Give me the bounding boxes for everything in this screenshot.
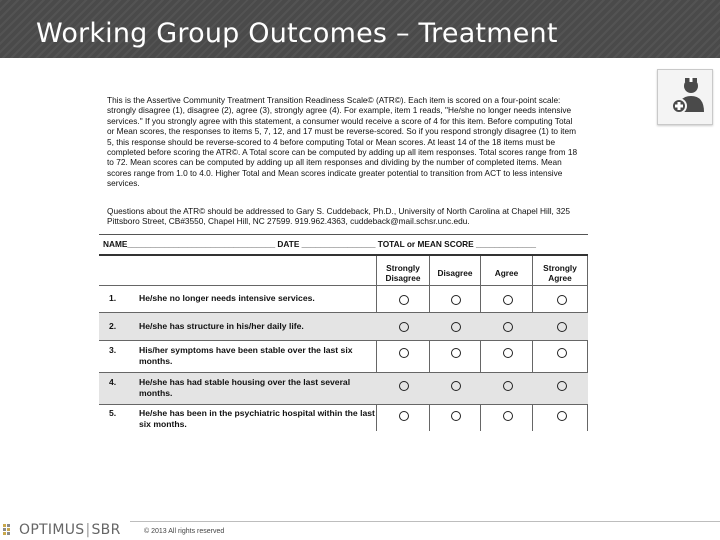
atr-scale-document bbox=[99, 87, 588, 431]
doctor-icon bbox=[657, 69, 713, 125]
item-number: 2. bbox=[109, 321, 117, 331]
item-text: His/her symptoms have been stable over the last six months. bbox=[139, 345, 353, 366]
response-bubble[interactable] bbox=[557, 348, 567, 358]
response-bubble[interactable] bbox=[557, 381, 567, 391]
response-bubble[interactable] bbox=[451, 295, 461, 305]
table-row bbox=[99, 404, 588, 431]
footer-rule bbox=[130, 521, 720, 522]
item-number: 5. bbox=[109, 408, 117, 418]
table-row bbox=[99, 340, 588, 372]
response-bubble[interactable] bbox=[399, 322, 409, 332]
slide-title: Working Group Outcomes – Treatment bbox=[36, 18, 558, 49]
form-rule bbox=[99, 254, 588, 256]
response-bubble[interactable] bbox=[503, 381, 513, 391]
response-bubble[interactable] bbox=[399, 411, 409, 421]
item-number: 4. bbox=[109, 377, 117, 387]
response-bubble[interactable] bbox=[557, 295, 567, 305]
table-row bbox=[99, 372, 588, 404]
title-bar bbox=[0, 0, 720, 58]
logo-text-left: OPTIMUS bbox=[19, 522, 85, 538]
response-bubble[interactable] bbox=[399, 348, 409, 358]
response-bubble[interactable] bbox=[557, 322, 567, 332]
name-date-score-line: NAME________________________________ DATE ________________ TOTAL or MEAN SCORE _____________ bbox=[103, 239, 536, 249]
item-text: He/she has been in the psychiatric hospital within the last six months. bbox=[139, 408, 375, 429]
table-row bbox=[99, 312, 588, 340]
item-text: He/she has structure in his/her daily life. bbox=[139, 321, 304, 331]
intro-paragraph: This is the Assertive Community Treatment Transition Readiness Scale© (ATR©). Each item is scored on a four-point scale: strongly disagree (1), disagree (2), agree (3), strongly agree (4). For example, item 1 reads, "He/she no longer needs intensive services." If you strongly agree with this statement, a consumer would receive a score of 4 for this item. Before computing Total or Mean scores, the responses to items 5, 7, 12, and 17 must be reverse-scored. So if you respond strongly disagree (1) to item 5, this response should be reverse-scored to 4 before computing Total or Mean scores. At least 14 of the 18 items must be completed before scoring the ATR©. A Total score can be computed by adding up all item responses. Total scores range from 18 to 72. Mean scores can be computed by adding up all item responses and dividing by the number of completed items. Mean scores range from 1.0 to 4.0. Higher Total and Mean scores indicate greater potential to transition from ACT to less intensive services. bbox=[107, 95, 578, 189]
optimus-sbr-logo bbox=[2, 521, 121, 539]
item-number: 1. bbox=[109, 293, 117, 303]
response-bubble[interactable] bbox=[451, 381, 461, 391]
response-bubble[interactable] bbox=[557, 411, 567, 421]
response-bubble[interactable] bbox=[503, 348, 513, 358]
top-rule bbox=[99, 234, 588, 235]
logo-mark-icon bbox=[2, 523, 16, 537]
response-bubble[interactable] bbox=[503, 295, 513, 305]
column-header: Disagree bbox=[437, 268, 473, 278]
response-bubble[interactable] bbox=[503, 411, 513, 421]
response-bubble[interactable] bbox=[451, 348, 461, 358]
copyright-text: © 2013 All rights reserved bbox=[144, 528, 225, 535]
column-header: Strongly Agree bbox=[543, 263, 577, 283]
item-text: He/she has had stable housing over the last several months. bbox=[139, 377, 351, 398]
logo-separator: | bbox=[85, 522, 91, 538]
response-bubble[interactable] bbox=[399, 381, 409, 391]
response-bubble[interactable] bbox=[503, 322, 513, 332]
response-bubble[interactable] bbox=[451, 322, 461, 332]
response-bubble[interactable] bbox=[399, 295, 409, 305]
column-header: Strongly Disagree bbox=[385, 263, 421, 283]
item-number: 3. bbox=[109, 345, 117, 355]
table-row bbox=[99, 285, 588, 312]
column-header: Agree bbox=[494, 268, 519, 278]
response-bubble[interactable] bbox=[451, 411, 461, 421]
logo-text-right: SBR bbox=[91, 522, 121, 538]
contact-paragraph: Questions about the ATR© should be addressed to Gary S. Cuddeback, Ph.D., University of North Carolina at Chapel Hill, 325 Pittsboro Street, CB#3550, Chapel Hill, NC 27599. 919.962.4363, cuddeback@mail.schsr.unc.edu. bbox=[107, 206, 570, 227]
item-text: He/she no longer needs intensive services. bbox=[139, 293, 315, 303]
